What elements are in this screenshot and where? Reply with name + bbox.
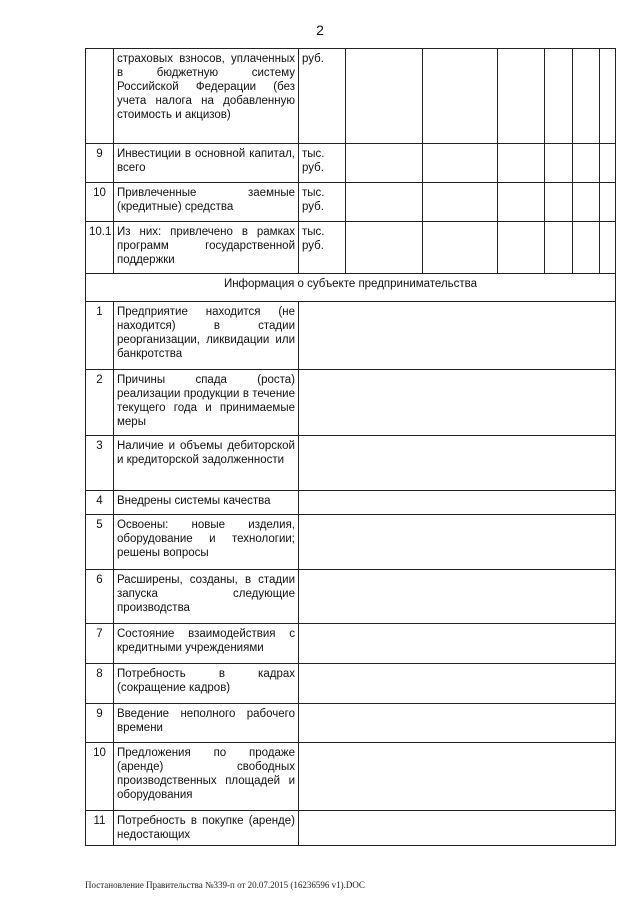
- value-cell[interactable]: [545, 222, 573, 274]
- row-number: [86, 49, 114, 144]
- info-label: Расширены, созданы, в стадии запуска следующие производства: [114, 570, 299, 624]
- value-cell[interactable]: [573, 183, 600, 222]
- row-number: 10: [86, 743, 114, 811]
- answer-cell[interactable]: [299, 436, 616, 491]
- answer-cell[interactable]: [299, 491, 616, 515]
- info-label: Предложения по продаже (аренде) свободных производственных площадей и оборудования: [114, 743, 299, 811]
- value-cell[interactable]: [498, 49, 545, 144]
- value-cell[interactable]: [346, 144, 423, 183]
- table-row: [86, 811, 616, 846]
- value-cell[interactable]: [346, 222, 423, 274]
- row-number: 6: [86, 570, 114, 624]
- value-cell[interactable]: [423, 222, 498, 274]
- table-row: [86, 222, 616, 274]
- answer-cell[interactable]: [299, 370, 616, 436]
- unit-cell: тыс. руб.: [299, 222, 346, 274]
- answer-cell[interactable]: [299, 664, 616, 704]
- answer-cell[interactable]: [299, 302, 616, 370]
- page-number: 2: [316, 22, 324, 38]
- info-label: Введение неполного рабочего времени: [114, 704, 299, 743]
- table-row: [86, 49, 616, 144]
- table-row: [86, 491, 616, 515]
- value-cell[interactable]: [600, 222, 616, 274]
- table-row: [86, 515, 616, 570]
- info-label: Внедрены системы качества: [114, 491, 299, 515]
- report-table: [85, 48, 616, 846]
- row-number: 8: [86, 664, 114, 704]
- value-cell[interactable]: [573, 49, 600, 144]
- row-number: 1: [86, 302, 114, 370]
- info-label: Причины спада (роста) реализации продукции в течение текущего года и принимаемые меры: [114, 370, 299, 436]
- table-row: [86, 144, 616, 183]
- info-label: Предприятие находится (не находится) в стадии реорганизации, ликвидации или банкротства: [114, 302, 299, 370]
- row-number: 9: [86, 144, 114, 183]
- row-number: 4: [86, 491, 114, 515]
- indicator-label: Из них: привлечено в рамках программ государственной поддержки: [114, 222, 299, 274]
- indicator-label: Инвестиции в основной капитал, всего: [114, 144, 299, 183]
- row-number: 10: [86, 183, 114, 222]
- value-cell[interactable]: [423, 144, 498, 183]
- table-row: [86, 302, 616, 370]
- answer-cell[interactable]: [299, 570, 616, 624]
- row-number: 5: [86, 515, 114, 570]
- answer-cell[interactable]: [299, 743, 616, 811]
- table-row: [86, 370, 616, 436]
- value-cell[interactable]: [600, 183, 616, 222]
- value-cell[interactable]: [498, 144, 545, 183]
- value-cell[interactable]: [423, 183, 498, 222]
- value-cell[interactable]: [423, 49, 498, 144]
- info-label: Освоены: новые изделия, оборудование и технологии; решены вопросы: [114, 515, 299, 570]
- answer-cell[interactable]: [299, 811, 616, 846]
- table-row: [86, 664, 616, 704]
- value-cell[interactable]: [573, 222, 600, 274]
- document-footer: Постановление Правительства №339-п от 20.07.2015 (16236596 v1).DOC: [85, 880, 365, 890]
- row-number: 2: [86, 370, 114, 436]
- table-row: [86, 436, 616, 491]
- value-cell[interactable]: [346, 183, 423, 222]
- row-number: 11: [86, 811, 114, 846]
- info-label: Наличие и объемы дебиторской и кредиторской задолженности: [114, 436, 299, 491]
- row-number: 3: [86, 436, 114, 491]
- answer-cell[interactable]: [299, 515, 616, 570]
- value-cell[interactable]: [545, 183, 573, 222]
- info-label: Потребность в кадрах (сокращение кадров): [114, 664, 299, 704]
- value-cell[interactable]: [545, 49, 573, 144]
- table-row: [86, 624, 616, 664]
- value-cell[interactable]: [573, 144, 600, 183]
- unit-cell: тыс. руб.: [299, 144, 346, 183]
- row-number: 9: [86, 704, 114, 743]
- value-cell[interactable]: [600, 144, 616, 183]
- table-row: [86, 743, 616, 811]
- table-row: [86, 704, 616, 743]
- answer-cell[interactable]: [299, 624, 616, 664]
- section-header: Информация о субъекте предпринимательства: [86, 274, 616, 302]
- table-row: [86, 183, 616, 222]
- value-cell[interactable]: [498, 222, 545, 274]
- unit-cell: тыс. руб.: [299, 183, 346, 222]
- value-cell[interactable]: [600, 49, 616, 144]
- row-number: 7: [86, 624, 114, 664]
- info-label: Потребность в покупке (аренде) недостающих: [114, 811, 299, 846]
- table-row: [86, 570, 616, 624]
- answer-cell[interactable]: [299, 704, 616, 743]
- unit-cell: руб.: [299, 49, 346, 144]
- value-cell[interactable]: [346, 49, 423, 144]
- section-header-row: [86, 274, 616, 302]
- info-label: Состояние взаимодействия с кредитными учреждениями: [114, 624, 299, 664]
- value-cell[interactable]: [545, 144, 573, 183]
- value-cell[interactable]: [498, 183, 545, 222]
- indicator-label: страховых взносов, уплаченных в бюджетную систему Российской Федерации (без учета налога на добавленную стоимость и акцизов): [114, 49, 299, 144]
- indicator-label: Привлеченные заемные (кредитные) средства: [114, 183, 299, 222]
- row-number: 10.1: [86, 222, 114, 274]
